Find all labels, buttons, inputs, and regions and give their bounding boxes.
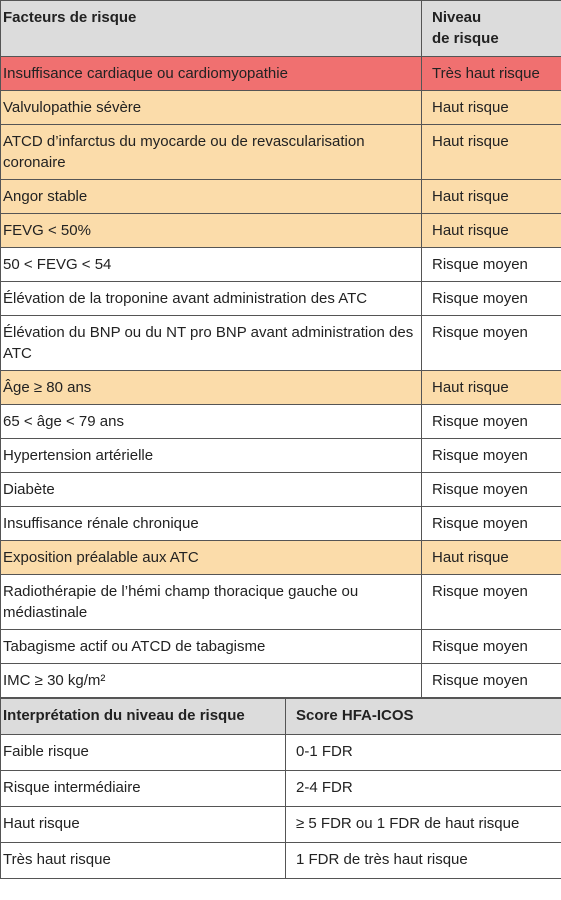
table-row (1, 180, 561, 214)
interpretation-cell: Très haut risque (1, 843, 286, 879)
risk-level-cell: Haut risque (422, 371, 561, 405)
risk-factor-cell: Angor stable (1, 180, 422, 214)
risk-factor-cell: IMC ≥ 30 kg/m² (1, 664, 422, 698)
risk-factor-cell: Diabète (1, 473, 422, 507)
table-row (1, 507, 561, 541)
table-row (1, 473, 561, 507)
risk-factor-cell: 65 < âge < 79 ans (1, 405, 422, 439)
risk-level-cell: Haut risque (422, 125, 561, 180)
score-cell: 0-1 FDR (286, 735, 561, 771)
risk-level-cell: Risque moyen (422, 439, 561, 473)
table-row (1, 91, 561, 125)
table-row (1, 125, 561, 180)
risk-level-cell: Risque moyen (422, 405, 561, 439)
score-table-header-row (1, 699, 561, 735)
risk-factor-cell: Exposition préalable aux ATC (1, 541, 422, 575)
risk-level-cell: Haut risque (422, 91, 561, 125)
score-cell: 1 FDR de très haut risque (286, 843, 561, 879)
table-row (1, 735, 561, 771)
risk-factor-cell: 50 < FEVG < 54 (1, 248, 422, 282)
table-row (1, 541, 561, 575)
risk-table-header-row (1, 1, 561, 57)
table-row (1, 664, 561, 698)
table-row (1, 57, 561, 91)
risk-level-cell: Haut risque (422, 541, 561, 575)
risk-factor-cell: Insuffisance cardiaque ou cardiomyopathie (1, 57, 422, 91)
table-row (1, 807, 561, 843)
risk-level-cell: Risque moyen (422, 248, 561, 282)
interpretation-cell: Faible risque (1, 735, 286, 771)
risk-level-cell: Risque moyen (422, 473, 561, 507)
risk-factor-cell: Insuffisance rénale chronique (1, 507, 422, 541)
header-risk-level: Niveau de risque (422, 1, 561, 57)
risk-level-cell: Très haut risque (422, 57, 561, 91)
risk-level-cell: Risque moyen (422, 630, 561, 664)
header-hfa-icos-score: Score HFA-ICOS (286, 699, 561, 735)
score-interpretation-table (0, 698, 561, 879)
risk-level-cell: Risque moyen (422, 507, 561, 541)
header-interpretation: Interprétation du niveau de risque (1, 699, 286, 735)
risk-level-cell: Haut risque (422, 180, 561, 214)
score-cell: 2-4 FDR (286, 771, 561, 807)
table-row (1, 248, 561, 282)
risk-level-cell: Risque moyen (422, 664, 561, 698)
risk-factor-cell: Âge ≥ 80 ans (1, 371, 422, 405)
table-row (1, 316, 561, 371)
table-row (1, 575, 561, 630)
risk-level-cell: Haut risque (422, 214, 561, 248)
table-row (1, 843, 561, 879)
score-table-body (1, 735, 561, 879)
risk-factor-cell: Hypertension artérielle (1, 439, 422, 473)
interpretation-cell: Risque intermédiaire (1, 771, 286, 807)
risk-factor-cell: FEVG < 50% (1, 214, 422, 248)
table-row (1, 214, 561, 248)
interpretation-cell: Haut risque (1, 807, 286, 843)
risk-level-cell: Risque moyen (422, 282, 561, 316)
risk-factor-cell: Valvulopathie sévère (1, 91, 422, 125)
risk-factor-cell: Élévation du BNP ou du NT pro BNP avant administration des ATC (1, 316, 422, 371)
risk-level-cell: Risque moyen (422, 575, 561, 630)
risk-factor-cell: Élévation de la troponine avant administration des ATC (1, 282, 422, 316)
table-row (1, 282, 561, 316)
risk-level-cell: Risque moyen (422, 316, 561, 371)
risk-factor-cell: Radiothérapie de l’hémi champ thoracique gauche ou médiastinale (1, 575, 422, 630)
table-row (1, 405, 561, 439)
risk-table-body (1, 57, 561, 698)
risk-factor-cell: Tabagisme actif ou ATCD de tabagisme (1, 630, 422, 664)
table-row (1, 439, 561, 473)
table-row (1, 371, 561, 405)
risk-factor-cell: ATCD d’infarctus du myocarde ou de revascularisation coronaire (1, 125, 422, 180)
table-row (1, 771, 561, 807)
table-row (1, 630, 561, 664)
header-risk-factors: Facteurs de risque (1, 1, 422, 57)
score-cell: ≥ 5 FDR ou 1 FDR de haut risque (286, 807, 561, 843)
